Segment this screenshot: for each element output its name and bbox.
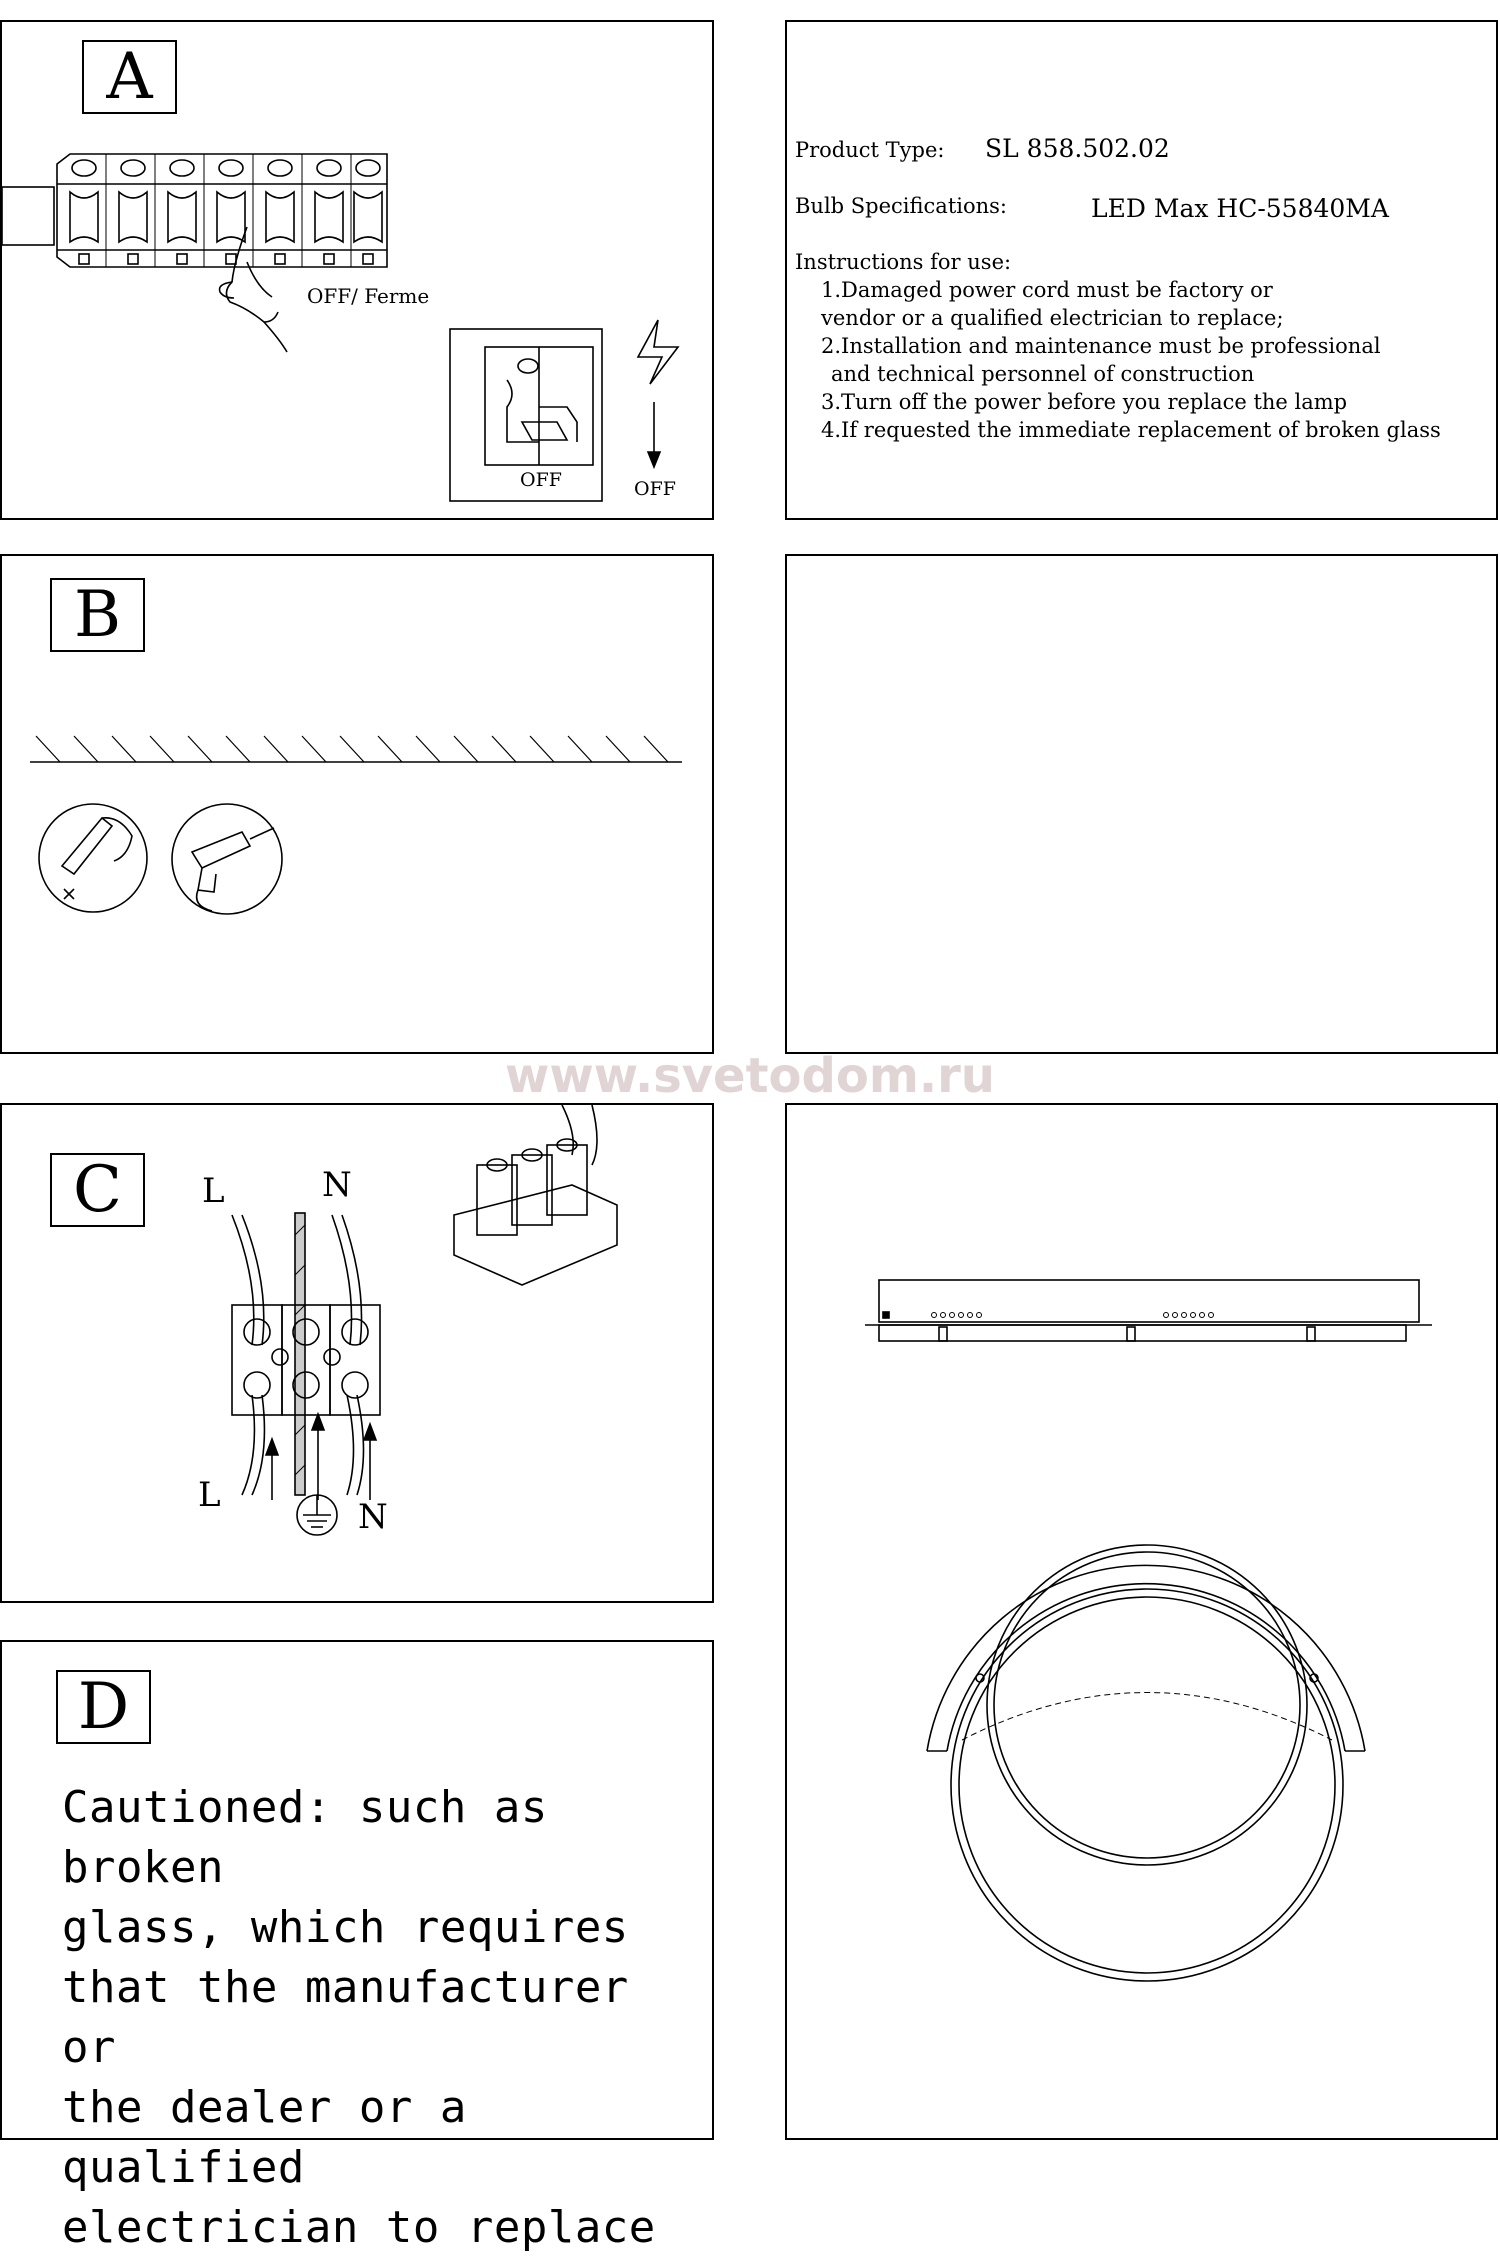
wire-label-l-top: L [202,1171,225,1211]
product-type-label: Product Type: [795,138,945,162]
off-ferme-label: OFF/ Ferme [307,284,430,308]
bulb-spec-value: LED Max HC-55840MA [1091,194,1389,223]
panel-c [0,1103,714,1603]
watermark: www.svetodom.ru [505,1048,995,1104]
panel-d [0,1640,714,2253]
product-type-value: SL 858.502.02 [985,134,1170,163]
panel-b [0,554,714,1054]
panel-a [0,20,714,520]
step-letter-c: C [50,1153,145,1227]
instruction-line: 2.Installation and maintenance must be professional [821,334,1381,358]
bulb-spec-label: Bulb Specifications: [795,194,1007,218]
instruction-line: and technical personnel of construction [831,362,1255,386]
wire-label-n-bottom: N [358,1497,388,1537]
instruction-line: vendor or a qualified electrician to replace; [821,306,1284,330]
wire-label-l-bottom: L [198,1475,221,1515]
panel-blank [785,554,1498,1054]
step-letter-a: A [82,40,177,114]
instruction-line: 3.Turn off the power before you replace the lamp [821,390,1348,414]
wire-label-n-top: N [322,1165,352,1205]
instruction-line: 1.Damaged power cord must be factory or [821,278,1273,302]
switch-off-label: OFF [520,469,562,491]
step-letter-d: D [56,1670,151,1744]
ceiling-drilling-illustration [2,556,716,1056]
lamp-technical-drawing [787,1105,1500,2142]
arrow-off-label: OFF [634,478,676,500]
step-letter-b: B [50,578,145,652]
panel-specifications [785,20,1498,520]
panel-product-drawing [785,1103,1498,2140]
instruction-line: 4.If requested the immediate replacement of broken glass [821,418,1441,442]
instructions-title: Instructions for use: [795,250,1012,274]
breaker-panel-illustration [2,22,716,522]
caution-text: Cautioned: such as broken glass, which requires that the manufacturer or the dealer or a qualified electrician to replace [62,1782,656,2253]
